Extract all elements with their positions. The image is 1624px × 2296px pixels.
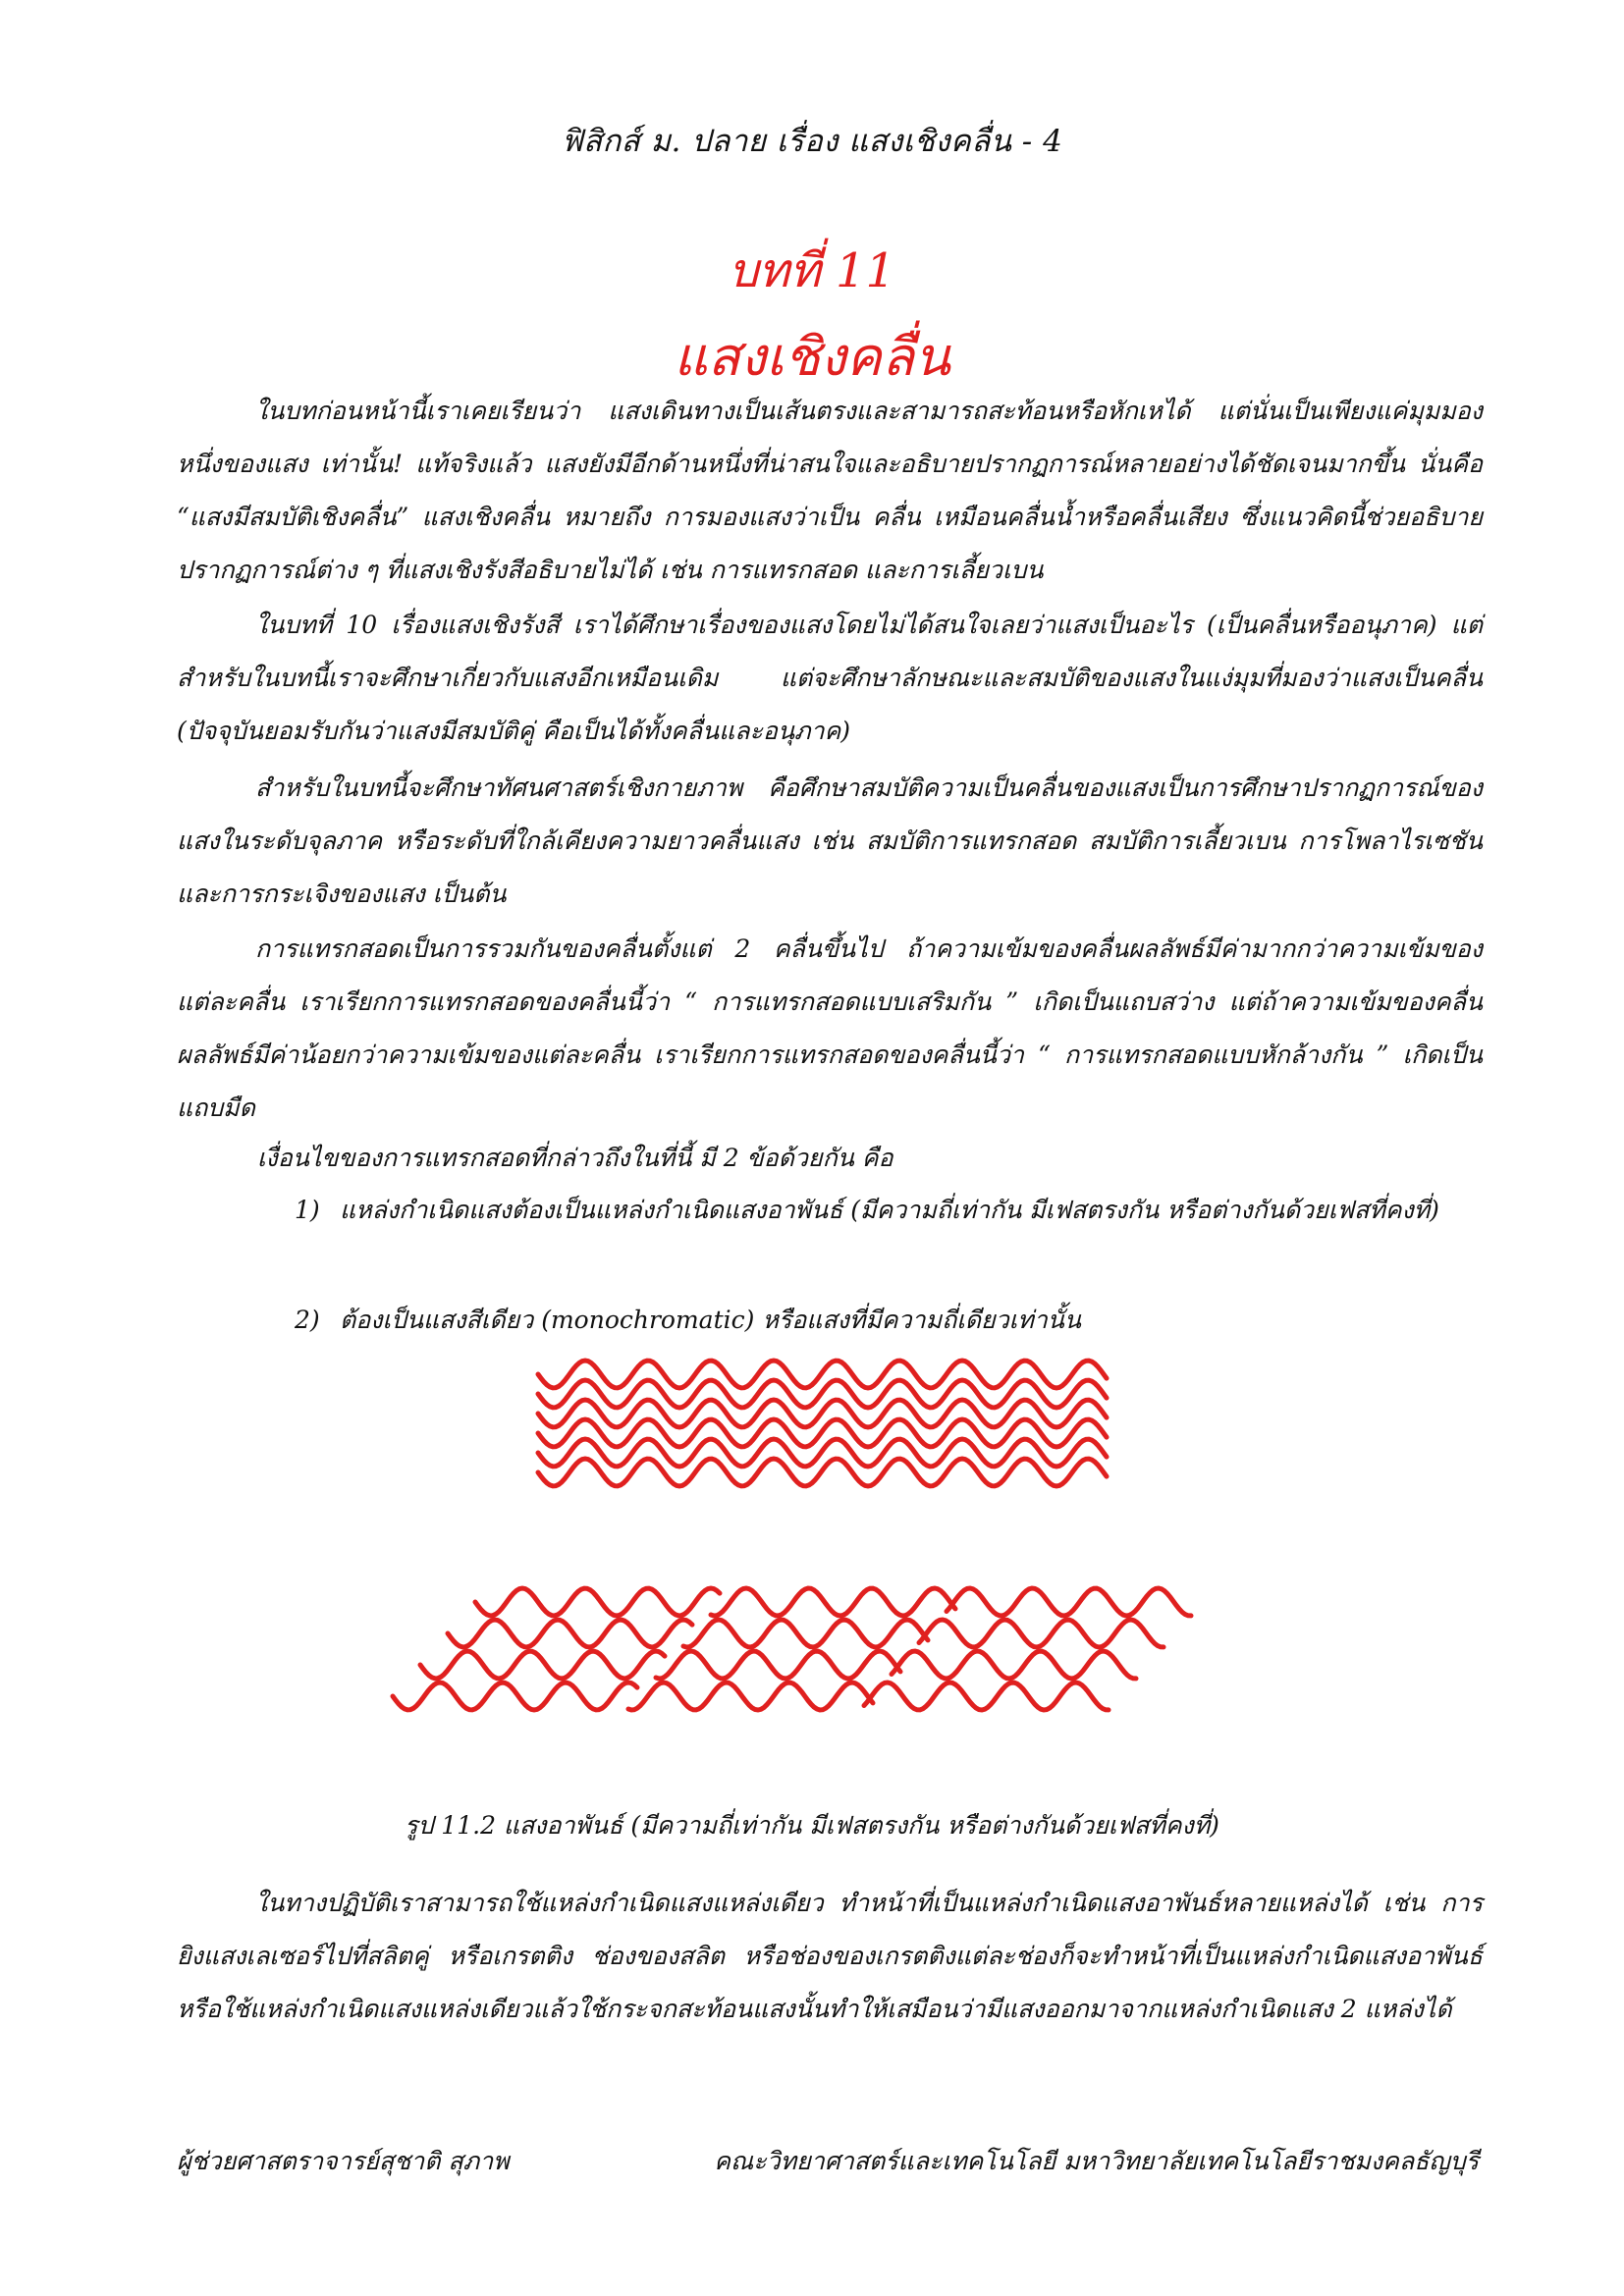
paragraph-3 (177, 762, 1483, 921)
wave-line (864, 1682, 1109, 1710)
paragraph-4 (177, 923, 1483, 1135)
wave-line (683, 1620, 928, 1647)
paragraph-2-text: ในบทที่ 10 เรื่องแสงเชิงรังสี เราได้ศึกษาเรื่องของแสงโดยไม่ได้สนใจเลยว่าแสงเป็นอะไร (เป็นคลื่นหรืออนุภาค) แต่สำหรับในบทนี้เราจะศึกษาเกี่ยวกับแสงอีกเหมือนเดิม แต่จะศึกษาลักษณะและสมบัติของแสงในแง่มุมที่มองว่าแสงเป็นคลื่น (ปัจจุบันยอมรับกันว่าแสงมีสมบัติคู่ คือเป็นได้ทั้งคลื่นและอนุภาค) (177, 611, 1483, 745)
condition-text: แหล่งกำเนิดแสงต้องเป็นแหล่งกำเนิดแสงอาพันธ์ (มีความถี่เท่ากัน มีเฟสตรงกัน หรือต่างกันด้วยเฟสที่คงที่) (340, 1196, 1439, 1224)
wave-line (711, 1588, 955, 1616)
wave-line (628, 1682, 873, 1710)
wave-line (947, 1588, 1191, 1616)
wave-line (393, 1682, 637, 1710)
coherent-waves-in-phase-figure (528, 1350, 1117, 1507)
page-header: ฟิสิกส์ ม. ปลาย เรื่อง แสงเชิงคลื่น - 4 (561, 124, 1063, 159)
paragraph-5-text: ในทางปฏิบัติเราสามารถใช้แหล่งกำเนิดแสงแหล่งเดียว ทำหน้าที่เป็นแหล่งกำเนิดแสงอาพันธ์หลายแหล่งได้ เช่น การยิงแสงเลเซอร์ไปที่สลิตคู่ หรือเกรตติง ช่องของสลิต หรือช่องของเกรตติงแต่ละช่องก็จะทำหน้าที่เป็นแหล่งกำเนิดแสงอาพันธ์ หรือใช้แหล่งกำเนิดแสงแหล่งเดียวแล้วใช้กระจกสะท้อนแสงนั้นทำให้เสมือนว่ามีแสงออกมาจากแหล่งกำเนิดแสง 2 แหล่งได้ (177, 1889, 1483, 2023)
paragraph-2 (177, 599, 1483, 758)
paragraph-5 (177, 1877, 1483, 2036)
wave-line (420, 1651, 665, 1679)
condition-item (295, 1294, 1488, 1347)
paragraph-1-text: ในบทก่อนหน้านี้เราเคยเรียนว่า แสงเดินทางเป็นเส้นตรงและสามารถสะท้อนหรือหักเหได้ แต่นั่นเป็นเพียงแค่มุมมองหนึ่งของแสง เท่านั้น! แท้จริงแล้ว แสงยังมีอีกด้านหนึ่งที่น่าสนใจและอธิบายปรากฏการณ์หลายอย่างได้ชัดเจนมากขึ้น นั่นคือ “แสงมีสมบัติเชิงคลื่น” แสงเชิงคลื่น หมายถึง การมองแสงว่าเป็น คลื่น เหมือนคลื่นน้ำหรือคลื่นเสียง ซึ่งแนวคิดนี้ช่วยอธิบายปรากฏการณ์ต่าง ๆ ที่แสงเชิงรังสีอธิบายไม่ได้ เช่น การแทรกสอด และการเลี้ยวเบน (177, 397, 1483, 584)
condition-item (295, 1184, 1488, 1237)
chapter-heading: บทที่ 11 (728, 243, 896, 298)
footer-author: ผู้ช่วยศาสตราจารย์สุชาติ สุภาพ (177, 2147, 510, 2175)
condition-number: 1) (295, 1196, 320, 1224)
condition-text: ต้องเป็นแสงสีเดียว (monochromatic) หรือแสงที่มีความถี่เดียวเท่านั้น (340, 1306, 1081, 1334)
coherent-waves-phase-shift-figure (383, 1569, 1286, 1745)
figure-caption: รูป 11.2 แสงอาพันธ์ (มีความถี่เท่ากัน มีเฟสตรงกัน หรือต่างกันด้วยเฟสที่คงที่) (405, 1811, 1219, 1840)
wave-line (656, 1651, 900, 1679)
conditions-intro: เงื่อนไขของการแทรกสอดที่กล่าวถึงในที่นี้ มี 2 ข้อด้วยกัน คือ (257, 1144, 893, 1172)
paragraph-1 (177, 385, 1483, 597)
footer-institution: คณะวิทยาศาสตร์และเทคโนโลยี มหาวิทยาลัยเทคโนโลยีราชมงคลธัญบุรี (714, 2147, 1479, 2175)
paragraph-4-text: การแทรกสอดเป็นการรวมกันของคลื่นตั้งแต่ 2 คลื่นขึ้นไป ถ้าความเข้มของคลื่นผลลัพธ์มีค่ามากกว่าความเข้มของแต่ละคลื่น เราเรียกการแทรกสอดของคลื่นนี้ว่า “ การแทรกสอดแบบเสริมกัน ” เกิดเป็นแถบสว่าง แต่ถ้าความเข้มของคลื่นผลลัพธ์มีค่าน้อยกว่าความเข้มของแต่ละคลื่น เราเรียกการแทรกสอดของคลื่นนี้ว่า “ การแทรกสอดแบบหักล้างกัน ” เกิดเป็นแถบมืด (177, 934, 1483, 1122)
condition-number: 2) (295, 1306, 320, 1334)
wave-line (448, 1620, 692, 1647)
wave-line (892, 1651, 1136, 1679)
wave-line (475, 1588, 720, 1616)
wave-line (919, 1620, 1164, 1647)
chapter-title: แสงเชิงคลื่น (674, 326, 950, 388)
paragraph-3-text: สำหรับในบทนี้จะศึกษาทัศนศาสตร์เชิงกายภาพ คือศึกษาสมบัติความเป็นคลื่นของแสงเป็นการศึกษาปรากฏการณ์ของแสงในระดับจุลภาค หรือระดับที่ใกล้เคียงความยาวคลื่นแสง เช่น สมบัติการแทรกสอด สมบัติการเลี้ยวเบน การโพลาไรเซชัน และการกระเจิงของแสง เป็นต้น (177, 774, 1483, 908)
